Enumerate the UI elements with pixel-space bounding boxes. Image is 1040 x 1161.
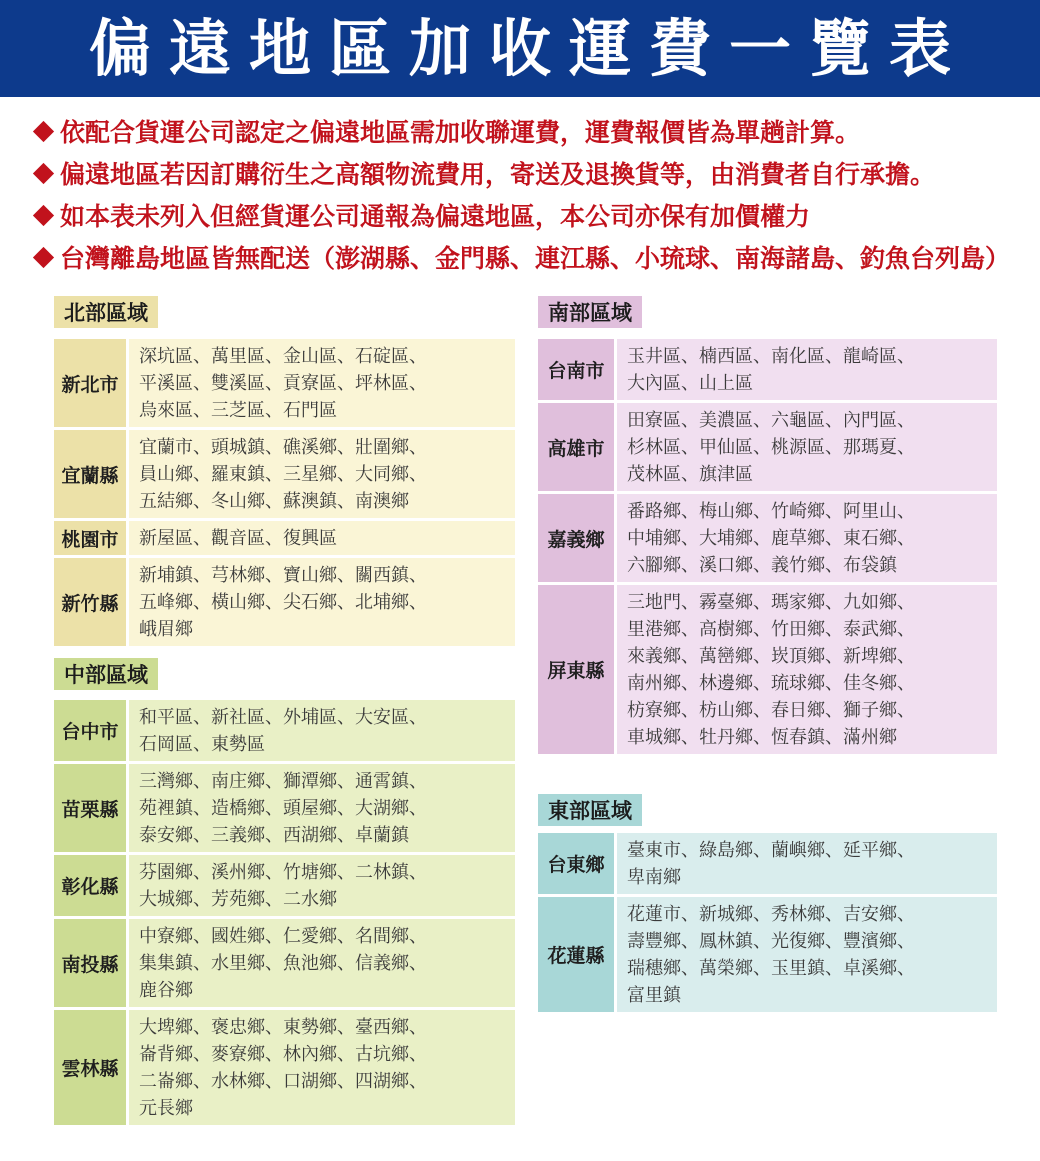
area-list (617, 494, 997, 582)
area-line: 集集鎮、水里鄉、魚池鄉、信義鄉、 (139, 952, 427, 974)
area-line: 員山鄉、羅東鎮、三星鄉、大同鄉、 (139, 463, 427, 485)
area-list (129, 855, 515, 916)
area-line: 三地門、霧臺鄉、瑪家鄉、九如鄉、 (627, 591, 915, 613)
county-name: 新北市 (54, 339, 126, 427)
notice-text: 台灣離島地區皆無配送（澎湖縣、金門縣、連江縣、小琉球、南海諸島、釣魚台列島） (60, 244, 1011, 273)
county-name: 宜蘭縣 (54, 430, 126, 518)
table-row (54, 700, 515, 761)
notice-item (32, 110, 1032, 152)
page-title: 偏遠地區加收運費一覽表 (88, 11, 969, 85)
notice-text: 依配合貨運公司認定之偏遠地區需加收聯運費，運費報價皆為單趟計算。 (60, 118, 861, 147)
title-banner (0, 0, 1040, 97)
county-name: 新竹縣 (54, 558, 126, 646)
table-row (538, 403, 997, 491)
area-list (617, 403, 997, 491)
county-name: 嘉義鄉 (538, 494, 614, 582)
county-name: 南投縣 (54, 919, 126, 1007)
notice-text: 如本表未列入但經貨運公司通報為偏遠地區，本公司亦保有加價權力 (60, 202, 811, 231)
county-name: 台中市 (54, 700, 126, 761)
area-list (129, 700, 515, 761)
area-list (129, 430, 515, 518)
table-row (538, 833, 997, 894)
area-line: 來義鄉、萬巒鄉、崁頂鄉、新埤鄉、 (627, 645, 915, 667)
notice-text: 偏遠地區若因訂購衍生之高額物流費用，寄送及退換貨等，由消費者自行承擔。 (60, 160, 936, 189)
area-line: 玉井區、楠西區、南化區、龍崎區、 (627, 345, 915, 367)
county-name: 彰化縣 (54, 855, 126, 916)
section-title-east: 東部區域 (538, 794, 642, 826)
notice-item (32, 194, 1032, 236)
county-name: 雲林縣 (54, 1010, 126, 1125)
section-title-central: 中部區域 (54, 658, 158, 690)
county-name: 屏東縣 (538, 585, 614, 754)
area-line: 車城鄉、牡丹鄉、恆春鎮、滿州鄉 (627, 726, 897, 748)
diamond-bullet-icon (33, 204, 54, 225)
area-line: 五峰鄉、橫山鄉、尖石鄉、北埔鄉、 (139, 591, 427, 613)
area-line: 新埔鎮、芎林鄉、寶山鄉、關西鎮、 (139, 564, 427, 586)
table-east (538, 833, 997, 1015)
area-line: 宜蘭市、頭城鎮、礁溪鄉、壯圍鄉、 (139, 436, 427, 458)
area-line: 深坑區、萬里區、金山區、石碇區、 (139, 345, 427, 367)
area-line: 六腳鄉、溪口鄉、義竹鄉、布袋鎮 (627, 554, 897, 576)
area-line: 大城鄉、芳苑鄉、二水鄉 (139, 888, 337, 910)
area-line: 峨眉鄉 (139, 618, 193, 640)
area-line: 枋寮鄉、枋山鄉、春日鄉、獅子鄉、 (627, 699, 915, 721)
area-line: 茂林區、旗津區 (627, 463, 753, 485)
section-title-south: 南部區域 (538, 296, 642, 328)
area-line: 南州鄉、林邊鄉、琉球鄉、佳冬鄉、 (627, 672, 915, 694)
table-row (54, 339, 515, 427)
area-line: 苑裡鎮、造橋鄉、頭屋鄉、大湖鄉、 (139, 797, 427, 819)
area-line: 壽豐鄉、鳳林鎮、光復鄉、豐濱鄉、 (627, 930, 915, 952)
area-line: 石岡區、東勢區 (139, 733, 265, 755)
area-list (129, 1010, 515, 1125)
area-list (617, 897, 997, 1012)
county-name: 高雄市 (538, 403, 614, 491)
diamond-bullet-icon (33, 246, 54, 267)
table-row (54, 521, 515, 555)
area-list (617, 833, 997, 894)
table-row (54, 1010, 515, 1125)
area-line: 大埤鄉、褒忠鄉、東勢鄉、臺西鄉、 (139, 1016, 427, 1038)
area-line: 番路鄉、梅山鄉、竹崎鄉、阿里山、 (627, 500, 915, 522)
table-row (54, 764, 515, 852)
county-name: 台東鄉 (538, 833, 614, 894)
area-line: 花蓮市、新城鄉、秀林鄉、吉安鄉、 (627, 903, 915, 925)
area-line: 卑南鄉 (627, 866, 681, 888)
table-row (54, 430, 515, 518)
notice-item (32, 236, 1032, 278)
notice-item (32, 152, 1032, 194)
area-line: 芬園鄉、溪州鄉、竹塘鄉、二林鎮、 (139, 861, 427, 883)
area-line: 臺東市、綠島鄉、蘭嶼鄉、延平鄉、 (627, 839, 915, 861)
area-list (129, 919, 515, 1007)
area-line: 杉林區、甲仙區、桃源區、那瑪夏、 (627, 436, 915, 458)
notice-list (32, 110, 1032, 278)
area-line: 富里鎮 (627, 984, 681, 1006)
area-line: 新屋區、觀音區、復興區 (139, 527, 337, 549)
table-north (54, 339, 515, 649)
area-line: 泰安鄉、三義鄉、西湖鄉、卓蘭鎮 (139, 824, 409, 846)
table-row (538, 897, 997, 1012)
area-list (129, 764, 515, 852)
area-line: 五結鄉、冬山鄉、蘇澳鎮、南澳鄉 (139, 490, 409, 512)
area-line: 中寮鄉、國姓鄉、仁愛鄉、名間鄉、 (139, 925, 427, 947)
table-row (538, 494, 997, 582)
table-row (538, 339, 997, 400)
area-line: 中埔鄉、大埔鄉、鹿草鄉、東石鄉、 (627, 527, 915, 549)
table-row (54, 855, 515, 916)
area-line: 大內區、山上區 (627, 372, 753, 394)
table-row (54, 919, 515, 1007)
area-line: 瑞穗鄉、萬榮鄉、玉里鎮、卓溪鄉、 (627, 957, 915, 979)
table-row (538, 585, 997, 754)
area-line: 元長鄉 (139, 1097, 193, 1119)
county-name: 苗栗縣 (54, 764, 126, 852)
area-list (617, 339, 997, 400)
area-line: 平溪區、雙溪區、貢寮區、坪林區、 (139, 372, 427, 394)
county-name: 花蓮縣 (538, 897, 614, 1012)
area-line: 三灣鄉、南庄鄉、獅潭鄉、通霄鎮、 (139, 770, 427, 792)
area-list (129, 521, 515, 555)
county-name: 台南市 (538, 339, 614, 400)
table-row (54, 558, 515, 646)
area-list (129, 339, 515, 427)
area-line: 和平區、新社區、外埔區、大安區、 (139, 706, 427, 728)
area-line: 鹿谷鄉 (139, 979, 193, 1001)
area-line: 二崙鄉、水林鄉、口湖鄉、四湖鄉、 (139, 1070, 427, 1092)
diamond-bullet-icon (33, 120, 54, 141)
diamond-bullet-icon (33, 162, 54, 183)
area-list (617, 585, 997, 754)
table-central (54, 700, 515, 1128)
area-line: 田寮區、美濃區、六龜區、內門區、 (627, 409, 915, 431)
area-list (129, 558, 515, 646)
county-name: 桃園市 (54, 521, 126, 555)
area-line: 崙背鄉、麥寮鄉、林內鄉、古坑鄉、 (139, 1043, 427, 1065)
area-line: 烏來區、三芝區、石門區 (139, 399, 337, 421)
table-south (538, 339, 997, 757)
section-title-north: 北部區域 (54, 296, 158, 328)
area-line: 里港鄉、高樹鄉、竹田鄉、泰武鄉、 (627, 618, 915, 640)
